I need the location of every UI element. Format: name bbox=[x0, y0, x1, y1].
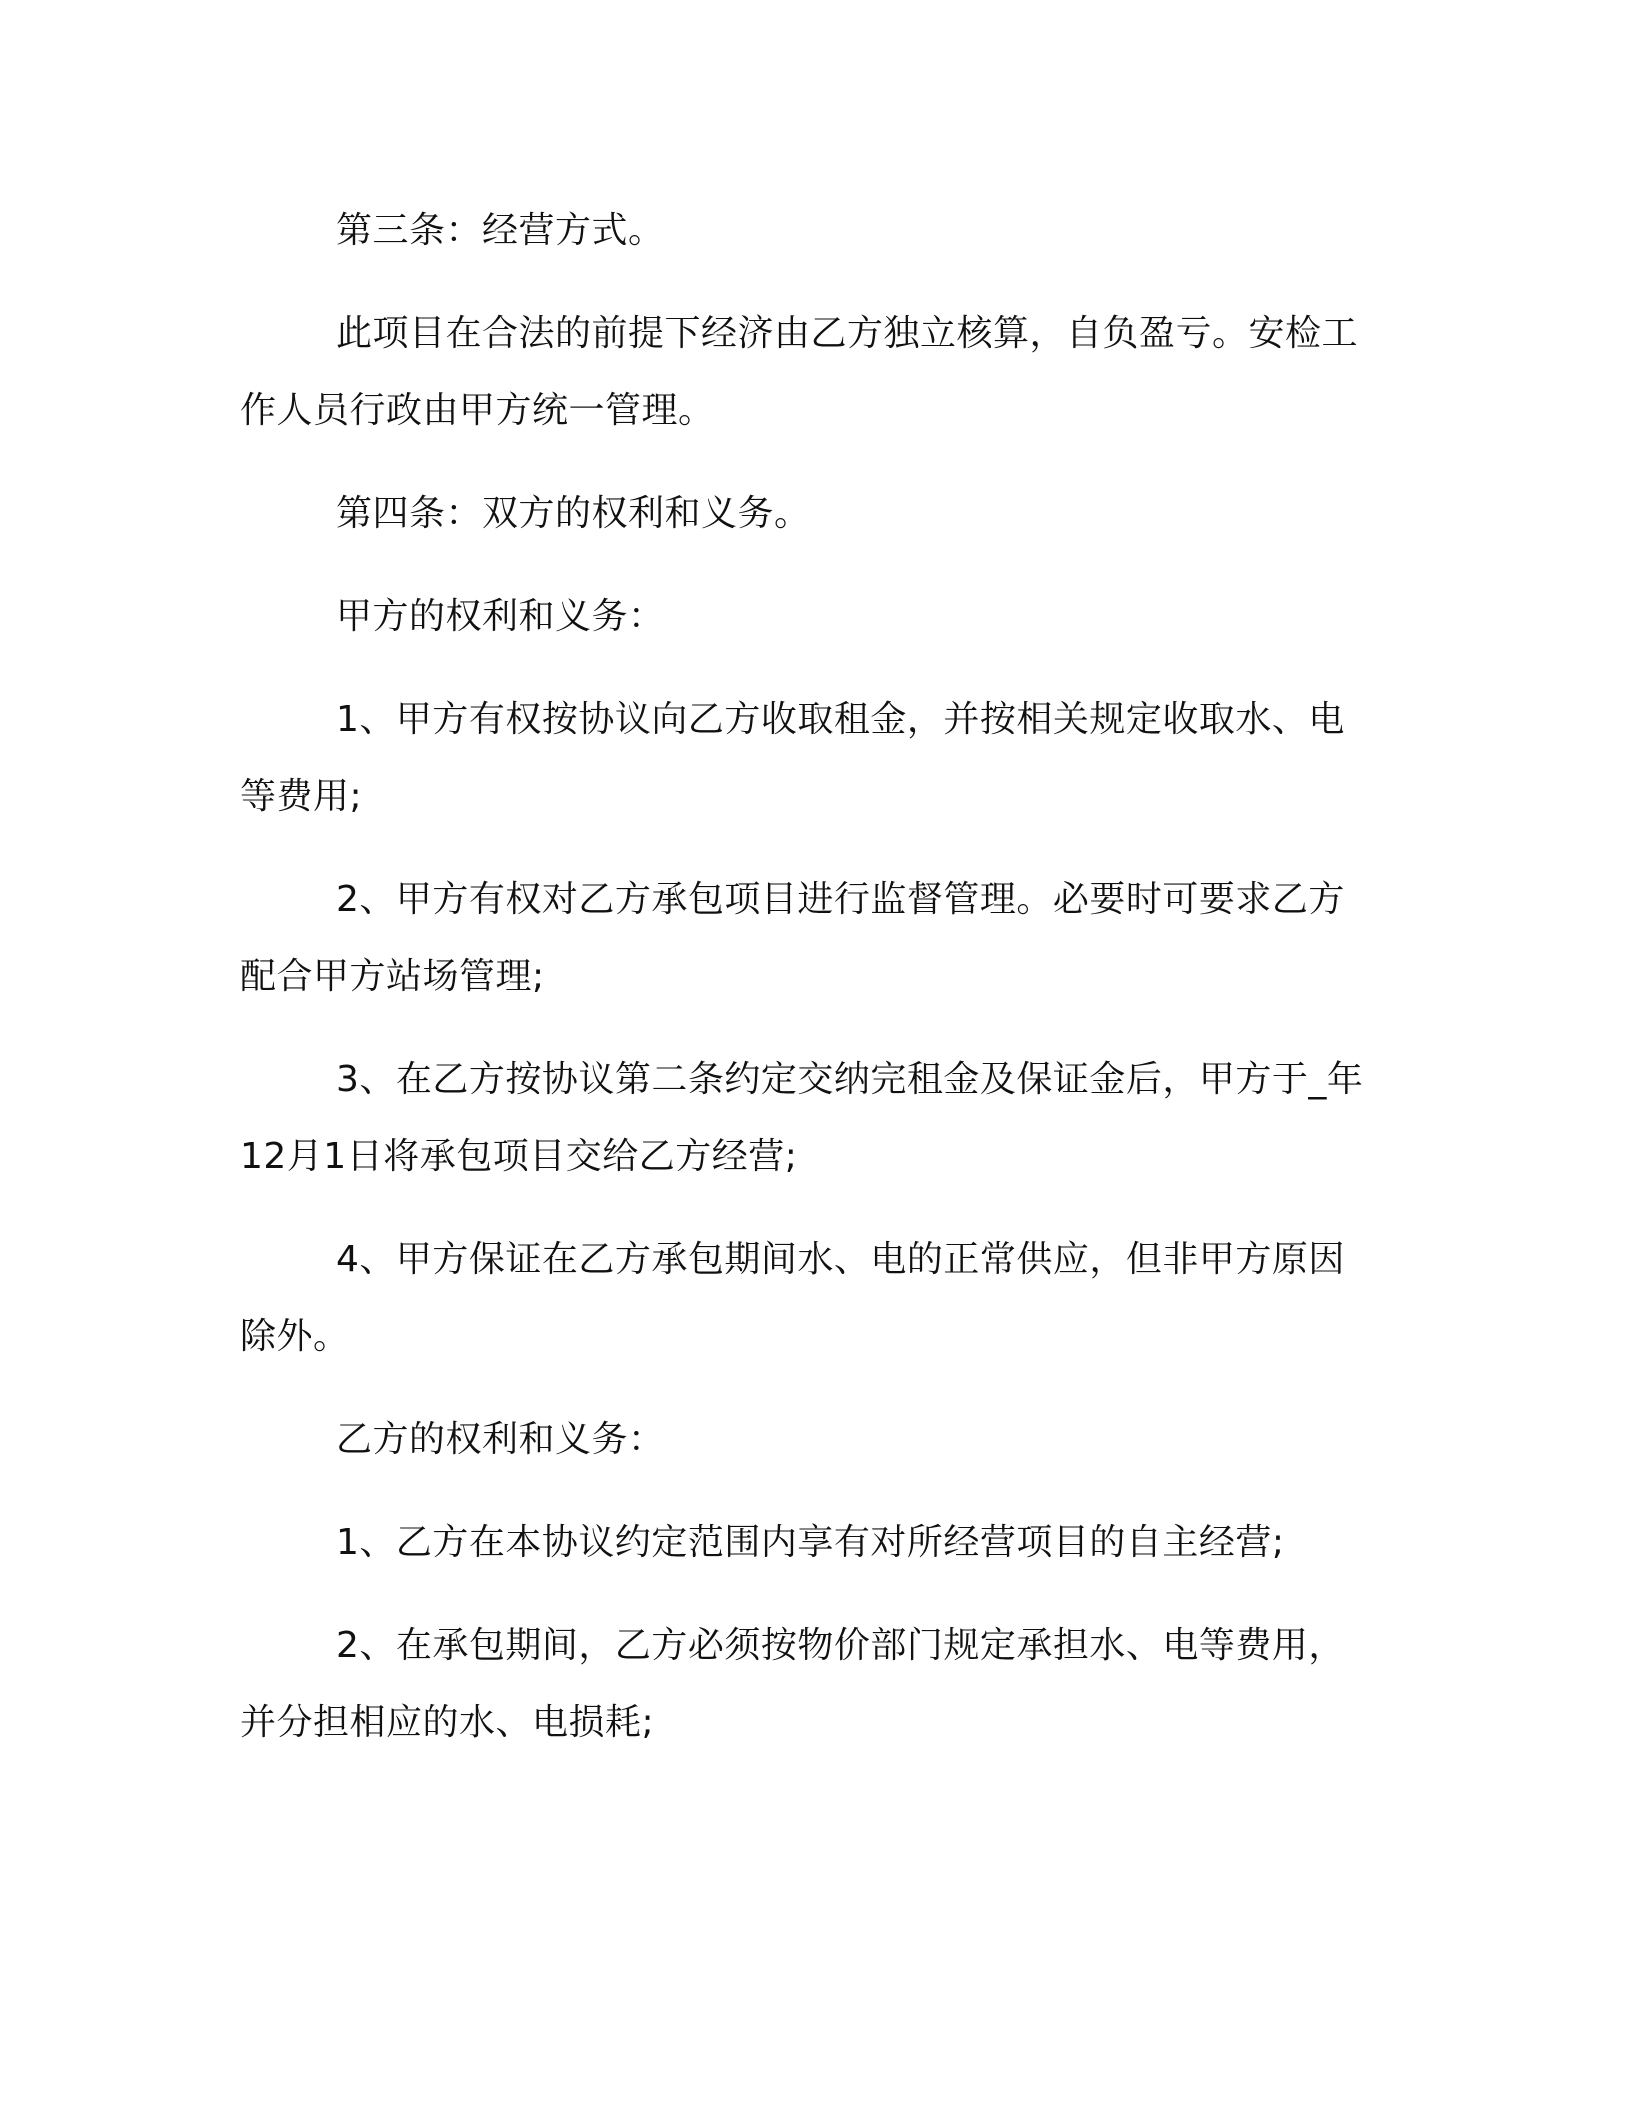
party-b-item-2: 2、在承包期间，乙方必须按物价部门规定承担水、电等费用，并分担相应的水、电损耗; bbox=[240, 1625, 1345, 1743]
document-body bbox=[240, 192, 1380, 1761]
party-b-item-1: 1、乙方在本协议约定范围内享有对所经营项目的自主经营; bbox=[336, 1522, 1285, 1563]
party-a-item-3: 3、在乙方按协议第二条约定交纳完租金及保证金后，甲方于_年12月1日将承包项目交给乙方经营; bbox=[240, 1059, 1364, 1177]
party-a-item-2: 2、甲方有权对乙方承包项目进行监督管理。必要时可要求乙方配合甲方站场管理; bbox=[240, 879, 1345, 997]
article-4-heading: 第四条：双方的权利和义务。 bbox=[336, 493, 811, 534]
article-3-heading: 第三条：经营方式。 bbox=[336, 210, 665, 251]
party-a-item-1: 1、甲方有权按协议向乙方收取租金，并按相关规定收取水、电等费用; bbox=[240, 699, 1345, 817]
party-a-rights-heading: 甲方的权利和义务： bbox=[336, 596, 665, 637]
party-a-item-4: 4、甲方保证在乙方承包期间水、电的正常供应，但非甲方原因除外。 bbox=[240, 1239, 1345, 1357]
party-b-rights-heading: 乙方的权利和义务： bbox=[336, 1419, 665, 1460]
article-3-paragraph: 此项目在合法的前提下经济由乙方独立核算，自负盈亏。安检工作人员行政由甲方统一管理。 bbox=[240, 313, 1359, 431]
